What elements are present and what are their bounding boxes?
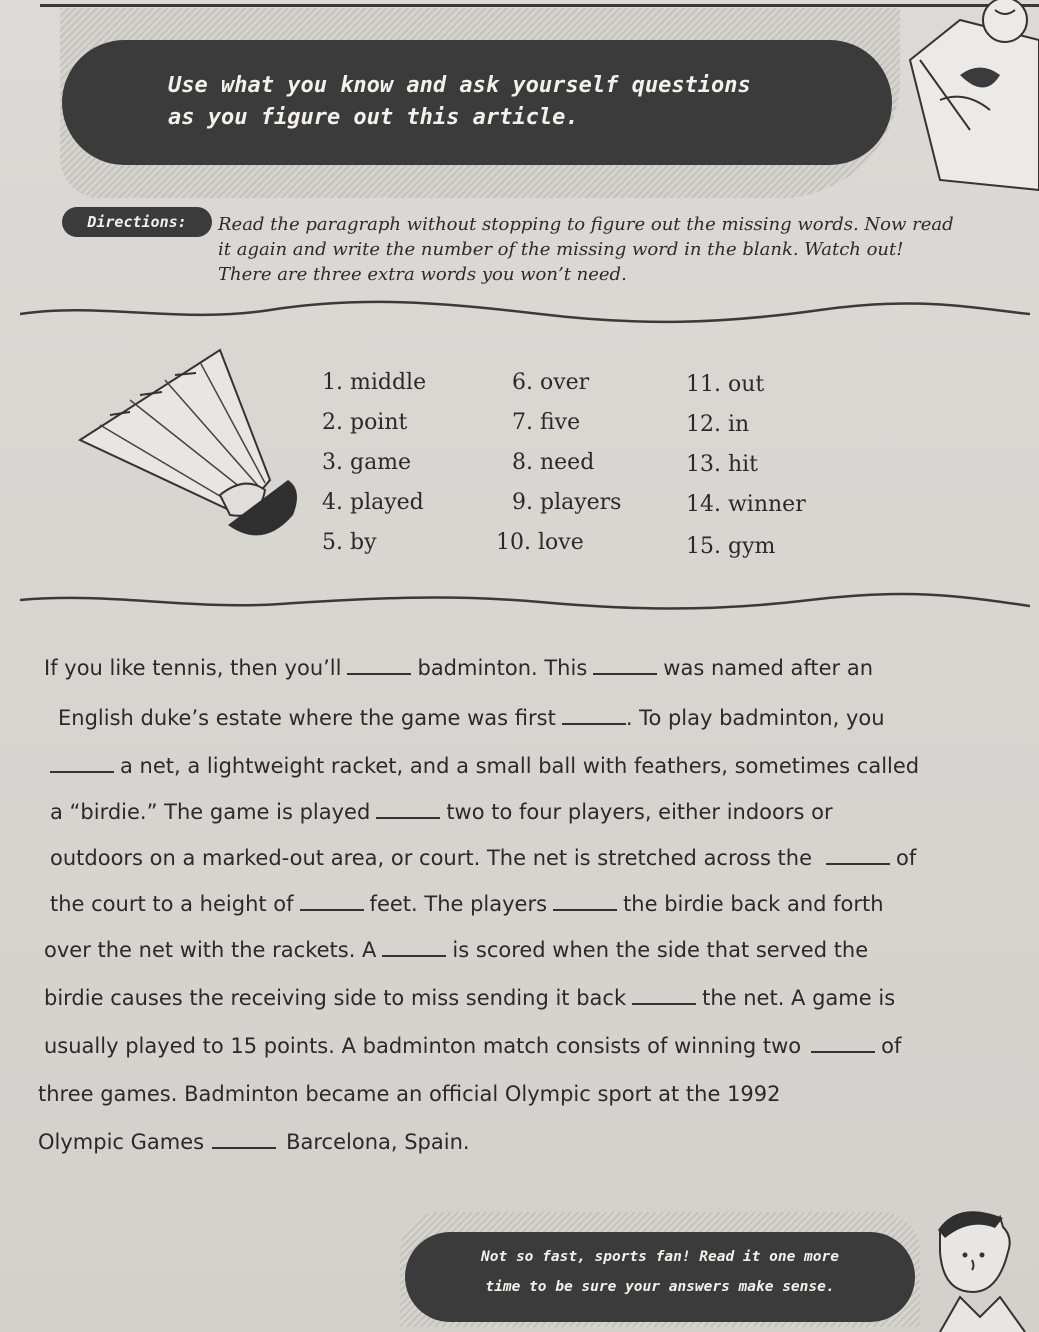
word-bank-item: 8. need bbox=[512, 450, 595, 475]
paragraph-text: a net, a lightweight racket, and a small ball with feathers, sometimes called bbox=[120, 754, 920, 778]
word-bank-item: 11. out bbox=[686, 372, 765, 397]
paragraph-text: Olympic Games bbox=[38, 1130, 205, 1154]
answer-blank[interactable] bbox=[562, 709, 626, 725]
answer-blank[interactable] bbox=[826, 849, 890, 865]
word-bank-item: 1. middle bbox=[322, 370, 427, 395]
directions-line-2: it again and write the number of the missing word in the blank. Watch out! bbox=[218, 239, 904, 260]
footer-line-1: Not so fast, sports fan! Read it one more bbox=[481, 1249, 839, 1265]
paragraph-text: outdoors on a marked-out area, or court. The net is stretched across the bbox=[50, 846, 813, 870]
directions-line-3: There are three extra words you won’t need. bbox=[218, 264, 627, 285]
wavy-divider-bottom bbox=[20, 590, 1030, 614]
paragraph-text: the birdie back and forth bbox=[623, 892, 884, 916]
header-line-1: Use what you know and ask yourself questions bbox=[168, 73, 751, 98]
directions-text bbox=[218, 212, 1008, 287]
header-line-2: as you figure out this article. bbox=[168, 105, 579, 130]
paragraph-text: is scored when the side that served the bbox=[452, 938, 869, 962]
word-bank-item: 6. over bbox=[512, 370, 590, 395]
paragraph-text: Barcelona, Spain. bbox=[286, 1130, 470, 1154]
footer-line-2: time to be sure your answers make sense. bbox=[485, 1279, 835, 1295]
paragraph-text: feet. The players bbox=[369, 892, 548, 916]
word-bank-item: 13. hit bbox=[686, 452, 759, 477]
shuttlecock-icon bbox=[70, 340, 300, 570]
directions-label: Directions: bbox=[62, 207, 212, 237]
paragraph-text: of bbox=[881, 1034, 902, 1058]
word-bank-item: 5. by bbox=[322, 530, 377, 555]
word-bank-item: 2. point bbox=[322, 410, 408, 435]
word-bank-item: 3. game bbox=[322, 450, 412, 475]
paragraph-text: badminton. This bbox=[417, 656, 588, 680]
answer-blank[interactable] bbox=[553, 895, 617, 911]
paragraph-text: two to four players, either indoors or bbox=[446, 800, 833, 824]
header-bubble-text bbox=[168, 70, 828, 134]
word-bank-item: 9. players bbox=[512, 490, 622, 515]
top-border bbox=[40, 4, 1039, 7]
answer-blank[interactable] bbox=[212, 1133, 276, 1149]
answer-blank[interactable] bbox=[347, 659, 411, 675]
paragraph-text: a “birdie.” The game is played bbox=[50, 800, 371, 824]
answer-blank[interactable] bbox=[811, 1037, 875, 1053]
paragraph-text: English duke’s estate where the game was first bbox=[58, 706, 556, 730]
directions-line-1: Read the paragraph without stopping to figure out the missing words. Now read bbox=[218, 214, 954, 235]
answer-blank[interactable] bbox=[382, 941, 446, 957]
paragraph-text: the court to a height of bbox=[50, 892, 294, 916]
paragraph-text: If you like tennis, then you’ll bbox=[44, 656, 342, 680]
answer-blank[interactable] bbox=[50, 757, 114, 773]
paragraph-text: three games. Badminton became an official Olympic sport at the 1992 bbox=[38, 1082, 781, 1106]
paragraph-text: was named after an bbox=[663, 656, 874, 680]
word-bank-item: 7. five bbox=[512, 410, 581, 435]
cartoon-boy-icon bbox=[920, 1200, 1039, 1332]
paragraph-text: over the net with the rackets. A bbox=[44, 938, 377, 962]
paragraph-text: . To play badminton, you bbox=[625, 706, 885, 730]
word-bank-item: 12. in bbox=[686, 412, 750, 437]
word-bank-item: 15. gym bbox=[686, 534, 776, 559]
footer-bubble-text bbox=[425, 1242, 895, 1302]
answer-blank[interactable] bbox=[300, 895, 364, 911]
word-bank-item: 4. played bbox=[322, 490, 424, 515]
answer-blank[interactable] bbox=[376, 803, 440, 819]
paragraph-text: of bbox=[896, 846, 917, 870]
wavy-divider-top bbox=[20, 300, 1030, 324]
paragraph-text: usually played to 15 points. A badminton match consists of winning two bbox=[44, 1034, 802, 1058]
paragraph-text: the net. A game is bbox=[702, 986, 896, 1010]
cartoon-kid-icon bbox=[900, 0, 1039, 200]
word-bank-item: 14. winner bbox=[686, 492, 806, 517]
paragraph-text: birdie causes the receiving side to miss sending it back bbox=[44, 986, 627, 1010]
answer-blank[interactable] bbox=[593, 659, 657, 675]
word-bank-item: 10. love bbox=[496, 530, 584, 555]
answer-blank[interactable] bbox=[632, 989, 696, 1005]
